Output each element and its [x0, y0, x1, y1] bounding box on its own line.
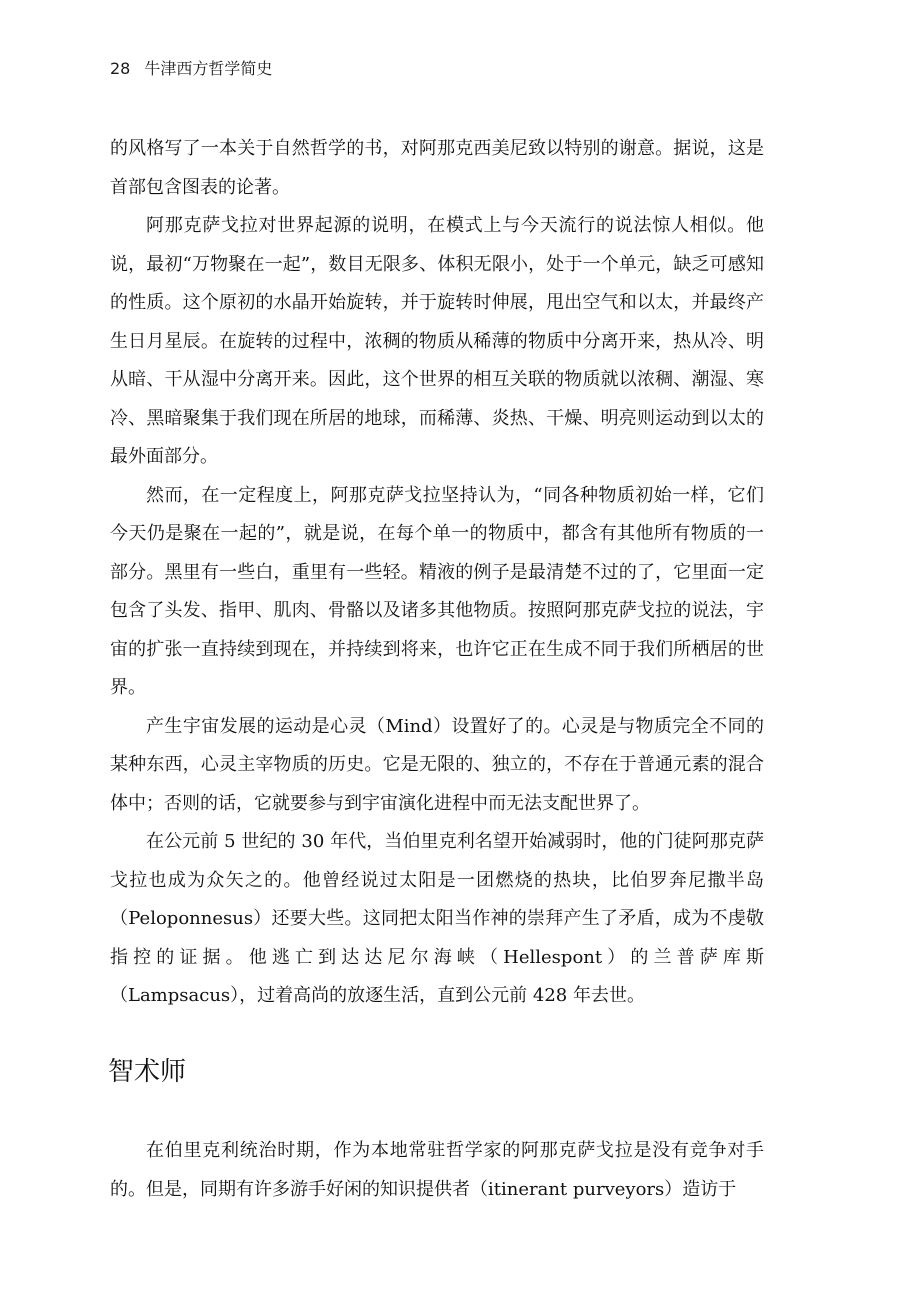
- page-number: 28: [110, 59, 131, 78]
- paragraph-mixture: 然而，在一定程度上，阿那克萨戈拉坚持认为，“同各种物质初始一样，它们今天仍是聚在一起的”，就是说，在每个单一的物质中，都含有其他所有物质的一部分。黑里有一些白，重里有一些轻。精液的例子是最清楚不过的了，它里面一定包含了头发、指甲、肌肉、骨骼以及诸多其他物质。按照阿那克萨戈拉的说法，宇宙的扩张一直持续到现在，并持续到将来，也许它正在生成不同于我们所栖居的世界。: [110, 484, 764, 698]
- book-title: 牛津西方哲学简史: [144, 59, 273, 78]
- paragraph-world-origin: 阿那克萨戈拉对世界起源的说明，在模式上与今天流行的说法惊人相似。他说，最初“万物聚在一起”，数目无限多、体积无限小，处于一个单元，缺乏可感知的性质。这个原初的水晶开始旋转，并于旋转时伸展，甩出空气和以太，并最终产生日月星辰。在旋转的过程中，浓稠的物质从稀薄的物质中分离开来，热从冷、明从暗、干从湿中分离开来。因此，这个世界的相互关联的物质就以浓稠、潮湿、寒冷、黑暗聚集于我们现在所居的地球，而稀薄、炎热、干燥、明亮则运动到以太的最外面部分。: [110, 215, 764, 467]
- section-text: [110, 1132, 764, 1209]
- running-head: [110, 58, 272, 80]
- paragraph-mind: 产生宇宙发展的运动是心灵（Mind）设置好了的。心灵是与物质完全不同的某种东西，心灵主宰物质的历史。它是无限的、独立的，不存在于普通元素的混合体中；否则的话，它就要参与到宇宙演化进程中而无法支配世界了。: [110, 715, 764, 814]
- paragraph-exile: 在公元前 5 世纪的 30 年代，当伯里克利名望开始减弱时，他的门徒阿那克萨戈拉也成为众矢之的。他曾经说过太阳是一团燃烧的热块，比伯罗奔尼撒半岛（Peloponnesus）还要大些。这同把太阳当作神的崇拜产生了矛盾，成为不虔敬指控的证据。他逃亡到达达尼尔海峡（Hellespont）的兰普萨库斯（Lampsacus），过着高尚的放逐生活，直到公元前 428 年去世。: [110, 831, 764, 1006]
- paragraph-sophists: 在伯里克利统治时期，作为本地常驻哲学家的阿那克萨戈拉是没有竞争对手的。但是，同期有许多游手好闲的知识提供者（itinerant purveyors）造访于: [110, 1140, 764, 1200]
- paragraph-continued: 的风格写了一本关于自然哲学的书，对阿那克西美尼致以特别的谢意。据说，这是首部包含图表的论著。: [110, 138, 764, 198]
- section-heading: 智术师: [108, 1057, 187, 1087]
- body-text: [110, 130, 764, 1016]
